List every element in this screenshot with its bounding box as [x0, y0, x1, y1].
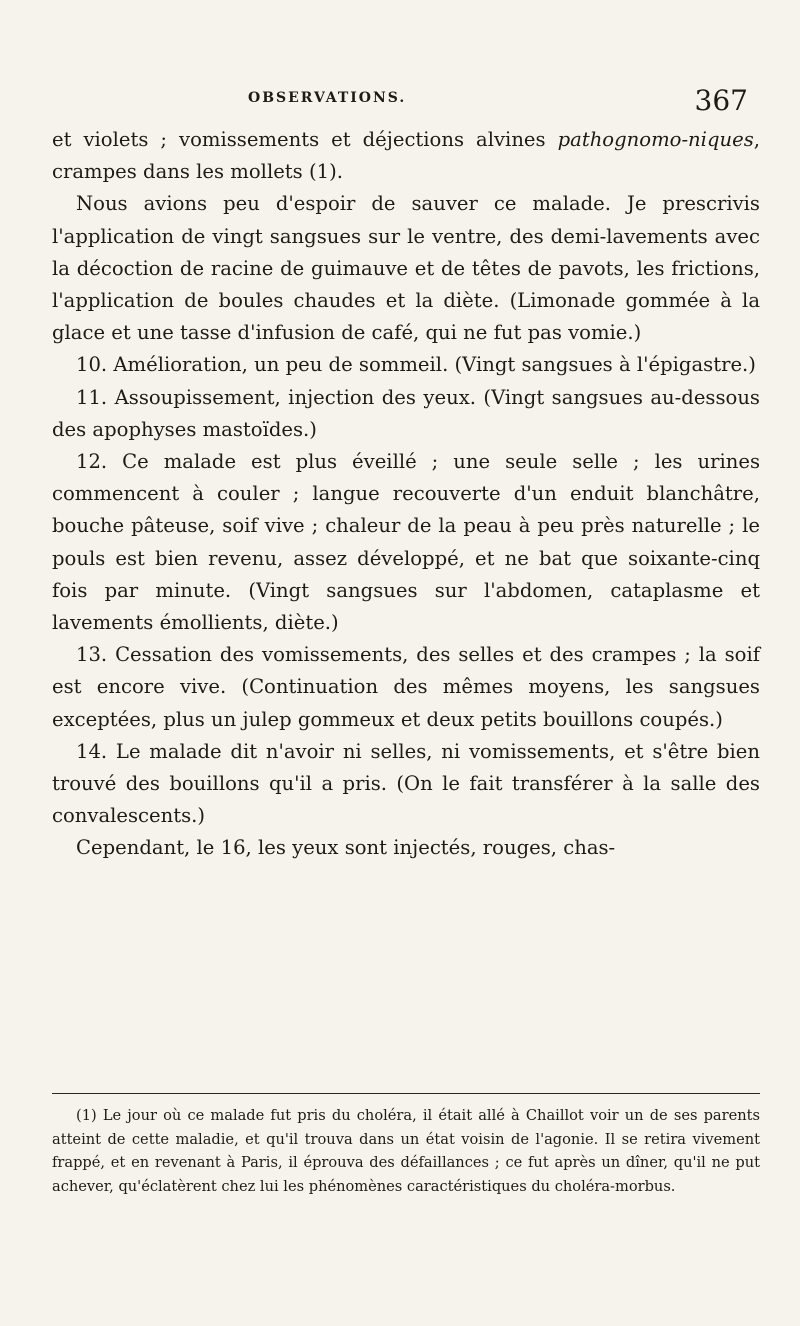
- paragraph: 10. Amélioration, un peu de sommeil. (Vingt sangsues à l'épigastre.): [76, 353, 756, 377]
- paragraph: 13. Cessation des vomissements, des selles et des crampes ; la soif est encore vive. (Continuation des mêmes moyens, les sangsues exceptées, plus un julep gommeux et deux petits bouillons coupés.): [52, 643, 760, 731]
- running-head: OBSERVATIONS.: [248, 90, 407, 106]
- paragraph: [52, 124, 760, 188]
- paragraph: Nous avions peu d'espoir de sauver ce malade. Je prescrivis l'application de vingt sangsues sur le ventre, des demi-lavements avec la décoction de racine de guimauve et de têtes de pavots, les frictions, l'application de boules chaudes et la diète. (Limonade gommée à la glace et une tasse d'infusion de café, qui ne fut pas vomie.): [52, 192, 760, 345]
- page-number: 367: [694, 84, 748, 117]
- footnote: [52, 1104, 760, 1198]
- body-text: [52, 124, 760, 865]
- paragraph: 12. Ce malade est plus éveillé ; une seule selle ; les urines commencent à couler ; langue recouverte d'un enduit blanchâtre, bouche pâteuse, soif vive ; chaleur de la peau à peu près naturelle ; le pouls est bien revenu, assez développé, et ne bat que soixante-cinq fois par minute. (Vingt sangsues sur l'abdomen, cataplasme et lavements émollients, diète.): [52, 450, 760, 635]
- italic-term: pathognomo-niques: [557, 128, 754, 151]
- paragraph: 11. Assoupissement, injection des yeux. (Vingt sangsues au-dessous des apophyses mastoïdes.): [52, 385, 760, 441]
- paragraph: Cependant, le 16, les yeux sont injectés, rouges, chas-: [76, 836, 616, 860]
- paragraph: 14. Le malade dit n'avoir ni selles, ni vomissements, et s'être bien trouvé des bouillons qu'il a pris. (On le fait transférer à la salle des convalescents.): [52, 739, 760, 828]
- footnote-rule: [52, 1093, 760, 1094]
- text-run: , crampes dans les mollets (1).: [52, 128, 760, 184]
- text-run: et violets ; vomissements et déjections alvines: [52, 128, 558, 151]
- footnote-text: (1) Le jour où ce malade fut pris du choléra, il était allé à Chaillot voir un de ses parents atteint de cette maladie, et qu'il trouva dans un état voisin de l'agonie. Il se retira vivement frappé, et en revenant à Paris, il éprouva des défaillances ; ce fut après un dîner, qu'il ne put achever, qu'éclatèrent chez lui les phénomènes caractéristiques du choléra-morbus.: [52, 1107, 760, 1195]
- page-header: [0, 84, 800, 124]
